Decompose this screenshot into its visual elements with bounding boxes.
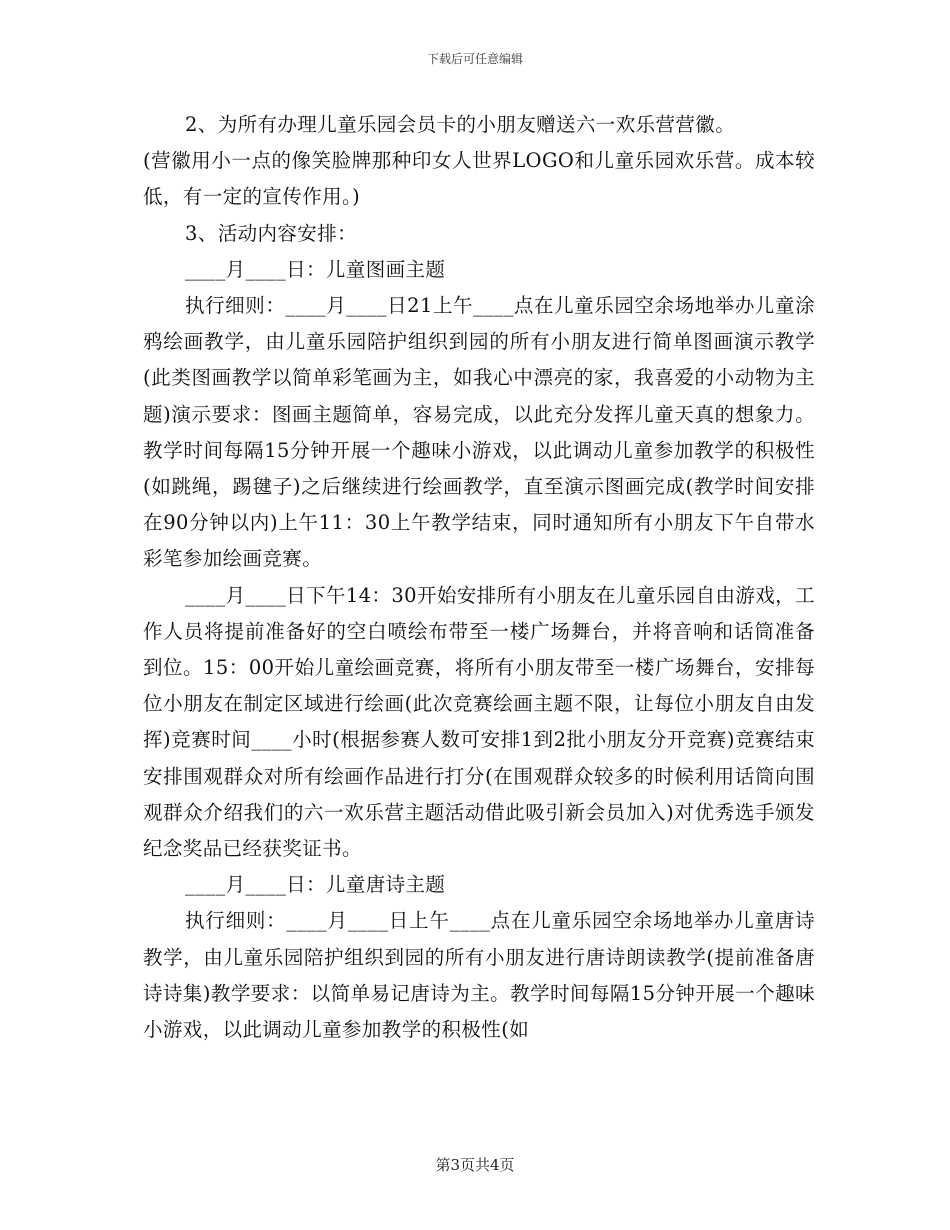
paragraph-poetry-theme-heading: ____月____日：儿童唐诗主题 [185, 873, 446, 897]
page-number-footer: 第3页共4页 [435, 1156, 515, 1174]
paragraph-badge-note: (营徽用小一点的像笑脸牌那种印女人世界LOGO和儿童乐园欢乐营。成本较低，有一定的宣传作用。) [143, 149, 815, 209]
paragraph-drawing-rules: 执行细则：____月____日21上午____点在儿童乐园空余场地举办儿童涂鸦绘画教学，由儿童乐园陪护组织到园的所有小朋友进行简单图画演示教学(此类图画教学以简单彩笔画为主，如我心中漂亮的家，我喜爱的小动物为主题)演示要求：图画主题简单，容易完成，以此充分发挥儿童天真的想象力。教学时间每隔15分钟开展一个趣味小游戏，以此调动儿童参加教学的积极性(如跳绳，踢毽子)之后继续进行绘画教学，直至演示图画完成(教学时间安排在90分钟以内)上午11：30上午教学结束，同时通知所有小朋友下午自带水彩笔参加绘画竞赛。 [143, 294, 815, 571]
paragraph-drawing-theme-heading: ____月____日：儿童图画主题 [185, 257, 446, 281]
paragraph-item-3-heading: 3、活动内容安排： [185, 221, 358, 245]
paragraph-item-2: 2、为所有办理儿童乐园会员卡的小朋友赠送六一欢乐营营徽。 [185, 113, 736, 136]
document-body [143, 107, 815, 1048]
paragraph-poetry-rules: 执行细则：____月____日上午____点在儿童乐园空余场地举办儿童唐诗教学，由儿童乐园陪护组织到园的所有小朋友进行唐诗朗读教学(提前准备唐诗诗集)教学要求：以简单易记唐诗为主。教学时间每隔15分钟开展一个趣味小游戏，以此调动儿童参加教学的积极性(如 [143, 909, 815, 1042]
page-header: 下载后可任意编辑 [426, 52, 523, 66]
paragraph-drawing-contest: ____月____日下午14：30开始安排所有小朋友在儿童乐园自由游戏，工作人员将提前准备好的空白喷绘布带至一楼广场舞台，并将音响和话筒准备到位。15：00开始儿童绘画竞赛，将所有小朋友带至一楼广场舞台，安排每位小朋友在制定区域进行绘画(此次竞赛绘画主题不限，让每位小朋友自由发挥)竞赛时间____小时(根据参赛人数可安排1到2批小朋友分开竞赛)竞赛结束安排围观群众对所有绘画作品进行打分(在围观群众较多的时候利用话筒向围观群众介绍我们的六一欢乐营主题活动借此吸引新会员加入)对优秀选手颁发纪念奖品已经获奖证书。 [143, 583, 815, 861]
